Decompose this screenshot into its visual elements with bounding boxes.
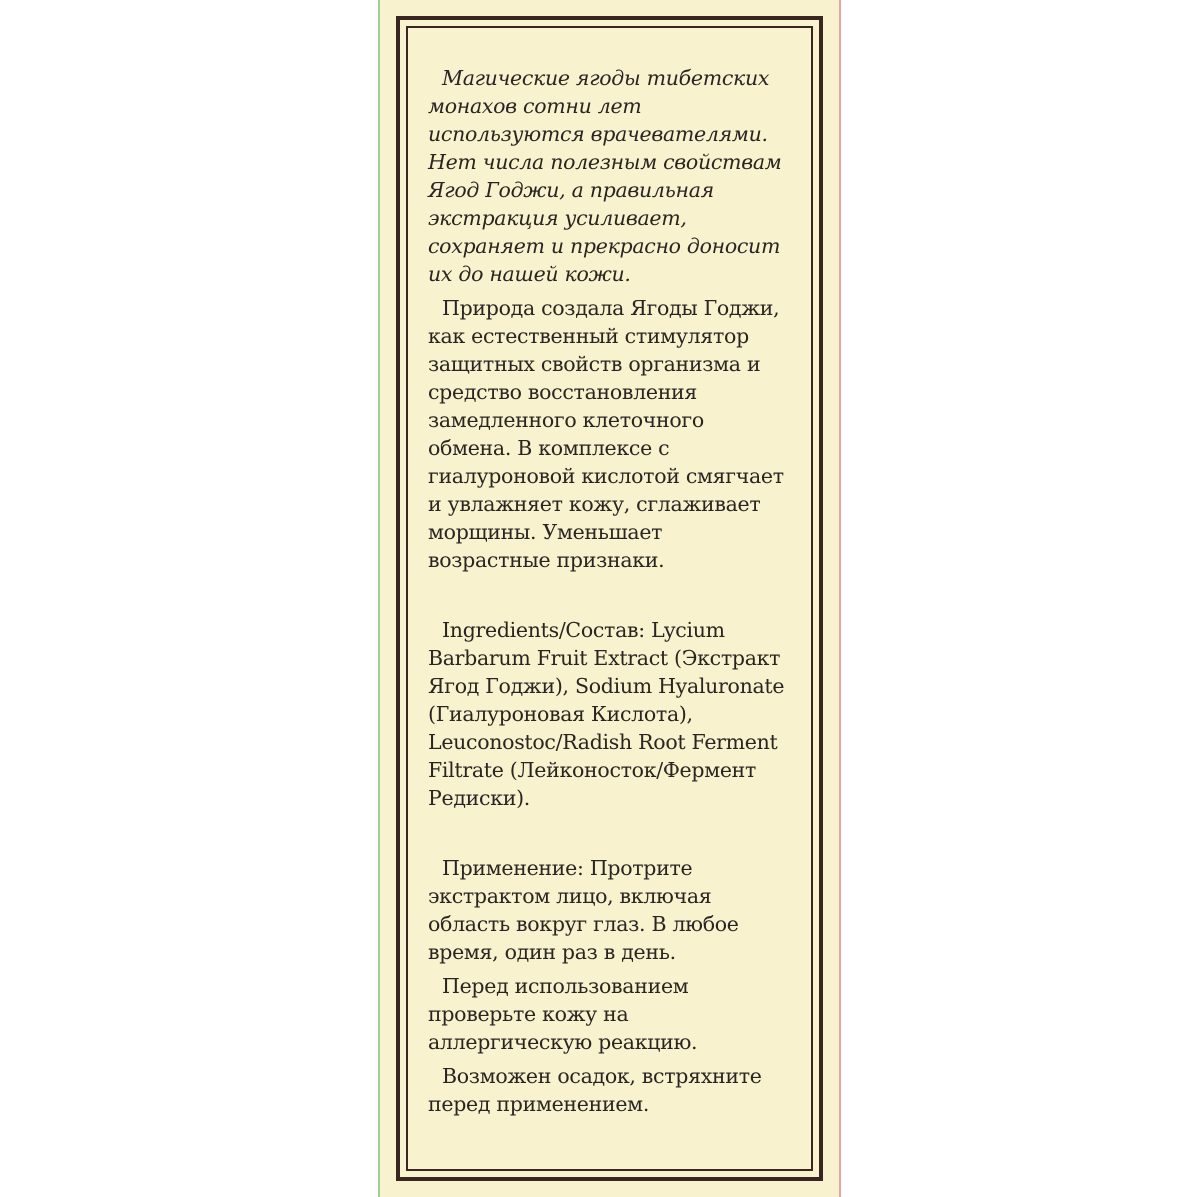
- label-panel: [378, 0, 841, 1197]
- allergy-paragraph: Перед использованием проверьте кожу на аллергическую реакцию.: [428, 974, 698, 1054]
- sediment-paragraph: Возможен осадок, встряхните перед применением.: [428, 1064, 762, 1116]
- usage-paragraph: Применение: Протрите экстрактом лицо, включая область вокруг глаз. В любое время, один раз в день.: [428, 856, 739, 964]
- intro-paragraph: Магические ягоды тибетских монахов сотни лет используются врачевателями. Нет числа полезным свойствам Ягод Годжи, а правильная экстракция усиливает, сохраняет и прекрасно доносит их до нашей кожи.: [428, 66, 782, 286]
- label-text-block: [428, 64, 800, 1118]
- nature-paragraph: Природа создала Ягоды Годжи, как естественный стимулятор защитных свойств организма и средство восстановления замедленного клеточного обмена. В комплексе с гиалуроновой кислотой смягчает и увлажняет кожу, сглаживает морщины. Уменьшает возрастные признаки.: [428, 296, 784, 572]
- ingredients-paragraph: Ingredients/Состав: Lycium Barbarum Fruit Extract (Экстракт Ягод Годжи), Sodium Hyaluronate (Гиалуроновая Кислота), Leuconostoc/Radish Root Ferment Filtrate (Лейконосток/Фермент Редиски).: [428, 618, 785, 810]
